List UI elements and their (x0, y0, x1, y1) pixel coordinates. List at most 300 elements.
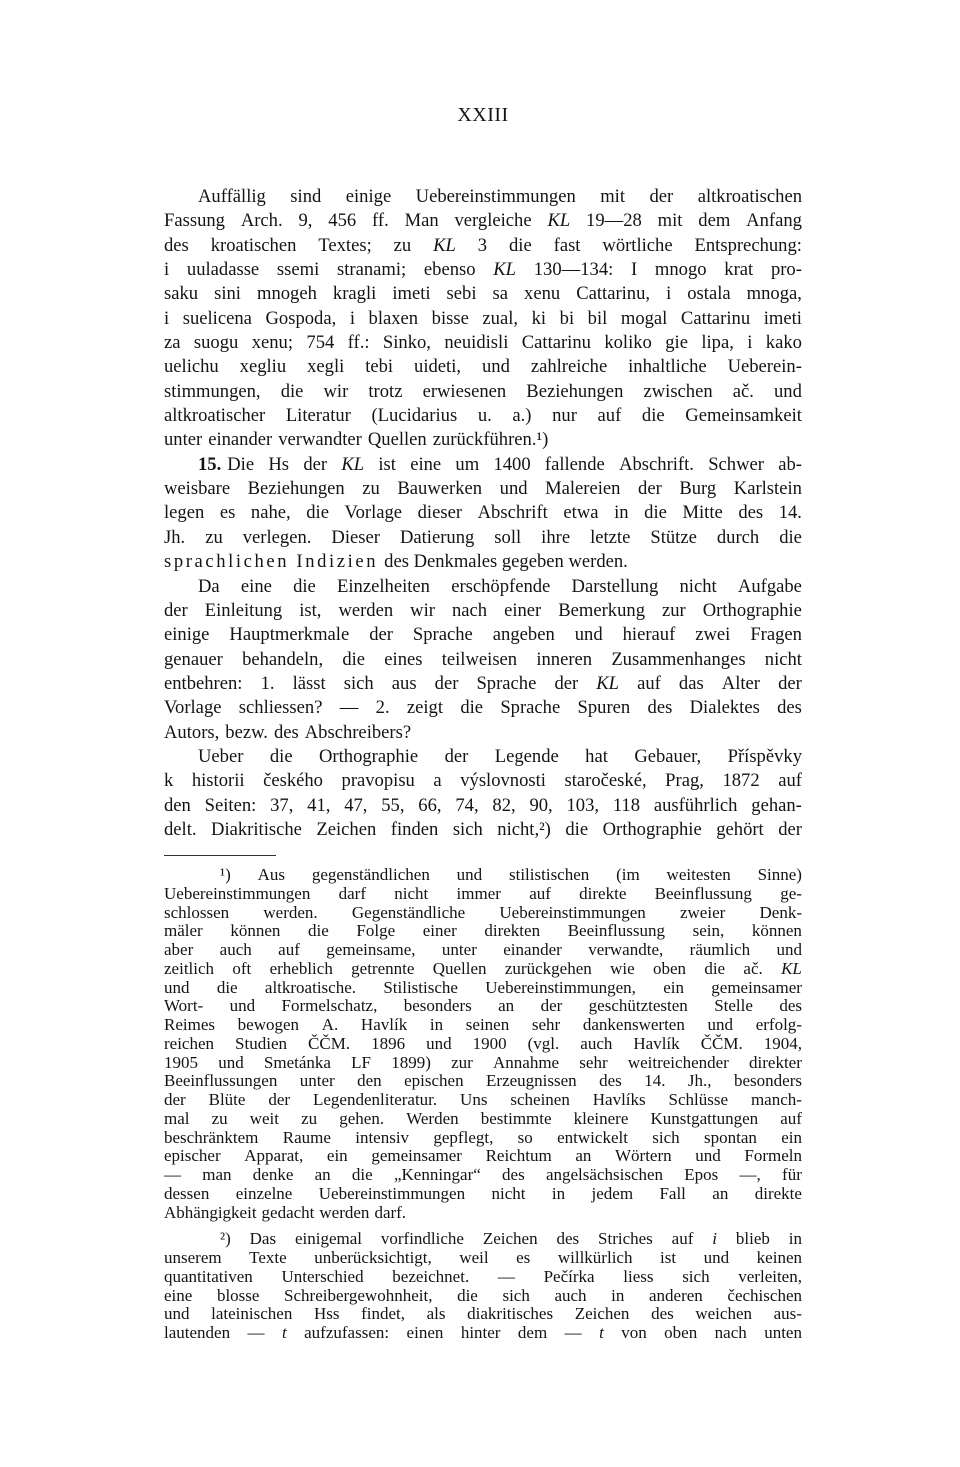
word: sini (214, 283, 241, 305)
word: ist (378, 453, 396, 475)
word: „Kenningar“ (393, 1165, 481, 1184)
word: sa (492, 283, 509, 305)
word: dieser (417, 502, 463, 524)
footnote-divider (164, 855, 276, 856)
word: in (429, 1015, 444, 1034)
word: 1899) (391, 1052, 431, 1072)
word: Uebereinstimmungen (499, 902, 646, 922)
word: Aufgabe (737, 575, 802, 597)
word: 47, (344, 794, 368, 816)
word: Seiten: (204, 794, 257, 816)
text-line (164, 307, 802, 331)
word: Autors, (164, 721, 220, 743)
word: inneren (536, 648, 593, 670)
word: und (776, 940, 802, 959)
footnotes (164, 866, 802, 1343)
word: zeitlich (164, 958, 215, 978)
word: Alter (721, 672, 761, 694)
word: zu (301, 1108, 318, 1128)
word: nach (714, 1323, 747, 1342)
word: ¹) (220, 865, 231, 884)
word: Da (198, 575, 220, 597)
word: und (456, 865, 483, 884)
word: Anfang (746, 210, 802, 232)
word: quantitativen (164, 1266, 253, 1286)
word: mogal (620, 307, 668, 329)
text-line (164, 234, 802, 258)
word: stranami; (336, 259, 407, 281)
word: altkroatischer (164, 405, 266, 427)
word: sich (502, 1285, 530, 1305)
word: die (509, 234, 532, 256)
word: aufzufassen: (304, 1323, 390, 1342)
word: fallende (544, 453, 605, 475)
word: Uebereinstimmungen (318, 1183, 466, 1203)
word: pro- (770, 259, 802, 281)
word: Denk- (759, 902, 802, 922)
word: um (455, 453, 480, 475)
word: uelichu (164, 356, 219, 378)
word: čechischen (727, 1285, 802, 1305)
word: Mitte (682, 502, 723, 524)
text-line (164, 769, 802, 793)
footnote-line (164, 1091, 802, 1110)
word: Studien (235, 1033, 287, 1053)
word: und (164, 977, 190, 997)
word: Formeln (744, 1146, 802, 1166)
word: es (219, 502, 236, 524)
footnote-line (164, 1249, 802, 1268)
word: Epos (684, 1165, 719, 1184)
word: imeti (392, 283, 431, 305)
word: epischen (404, 1071, 464, 1091)
word: des (164, 234, 189, 256)
word: Legende (494, 745, 559, 767)
text-line (164, 550, 802, 574)
word: t (599, 1323, 604, 1342)
word: Jh. (164, 526, 186, 548)
word: lässt (292, 672, 326, 694)
word: — (339, 697, 359, 719)
word: die (293, 575, 316, 597)
word: nach (451, 599, 488, 621)
word: Fall (659, 1183, 686, 1203)
word: Apparat, (244, 1146, 304, 1166)
text-line (164, 331, 802, 355)
word: gie (665, 332, 688, 354)
word: i (747, 332, 753, 354)
word: des (556, 1229, 580, 1249)
word: ostala (687, 283, 731, 305)
text-line (164, 672, 802, 696)
word: 82, (492, 794, 516, 816)
word: KL (493, 259, 517, 281)
footnote-line (164, 1268, 802, 1287)
word: wörtliche (602, 234, 673, 256)
word: zurückführen.¹) (432, 429, 549, 451)
word: KL (596, 672, 620, 694)
word: in (614, 502, 629, 524)
text-line (164, 818, 802, 842)
word: der (540, 996, 563, 1016)
footnote-line (164, 960, 802, 979)
word: ein (663, 977, 684, 997)
word: Gebauer, (634, 745, 702, 767)
word: zweier (679, 902, 726, 922)
text-line (164, 623, 802, 647)
word: za (164, 332, 181, 354)
word: Diakritische (211, 818, 302, 840)
text-line (164, 575, 802, 599)
word: 1905 (164, 1052, 198, 1072)
word: Sprache (412, 624, 473, 646)
text-line (164, 404, 802, 428)
word: bezeichnet. (392, 1266, 470, 1286)
word: krat (724, 259, 754, 281)
word: 14. (644, 1071, 666, 1091)
word: die (704, 958, 726, 978)
line-rest (227, 453, 802, 477)
word: der (369, 624, 393, 646)
word: verwandter (278, 429, 362, 451)
word: — (497, 1266, 515, 1286)
word: Formelschatz, (281, 996, 378, 1016)
word: ebenso (423, 259, 476, 281)
word: imeti (763, 307, 802, 329)
word: die (342, 648, 366, 670)
word: intensiv (355, 1127, 410, 1147)
word: eine (240, 575, 272, 597)
word: sich (452, 818, 483, 840)
footnote-line (164, 1054, 802, 1073)
word: saku (164, 283, 199, 305)
word: stimmungen, (164, 380, 261, 402)
word: Stilistische (383, 977, 458, 997)
word: des (647, 697, 673, 719)
word: sein, (692, 921, 725, 941)
word: keinen (756, 1248, 802, 1267)
word: českého (263, 770, 323, 792)
word: einige (345, 186, 392, 207)
footnote-line (164, 1016, 802, 1035)
word: Sinne) (757, 865, 802, 884)
word: ihre (541, 526, 571, 548)
word: direkte (579, 883, 627, 903)
word: dessen (164, 1183, 210, 1203)
word: i (164, 259, 170, 281)
word: die (779, 526, 802, 548)
word: Beeinflussung (567, 921, 665, 941)
word: Annahme (493, 1052, 560, 1072)
footnote-line (164, 885, 802, 904)
word: etwa (563, 502, 599, 524)
word: der (778, 818, 802, 840)
word: Texte (249, 1248, 287, 1267)
word: angeben (492, 624, 555, 646)
word: darf (338, 883, 366, 903)
word: 103, (566, 794, 600, 816)
word: der (434, 672, 459, 694)
text-line (164, 794, 802, 818)
word: zwei (695, 624, 731, 646)
word: 130—134: (533, 259, 614, 281)
word: ač. (743, 958, 763, 978)
word: Werden (406, 1108, 459, 1128)
word: mal (164, 1108, 190, 1128)
word: Zeichen (316, 818, 377, 840)
word: mnogeh (257, 283, 317, 305)
word: u. (477, 405, 492, 427)
word: des (779, 996, 802, 1016)
word: auf (778, 770, 802, 792)
word: Havlík (633, 1033, 680, 1053)
word: behandeln, (242, 648, 324, 670)
word: Orthographie (602, 818, 702, 840)
word: KL (433, 234, 456, 256)
word: ČČM. (308, 1033, 351, 1053)
word: für (782, 1165, 802, 1184)
word: xegli (307, 356, 345, 378)
word: reichen (164, 1033, 215, 1053)
word: výslovnosti (460, 770, 546, 792)
word: Prag, (665, 770, 704, 792)
word: zwischen (643, 380, 713, 402)
word: zurückgehen (504, 958, 592, 978)
footnote-line (164, 1204, 802, 1223)
word: 1896 (371, 1033, 406, 1053)
word: bil (587, 307, 608, 329)
word: Příspěvky (727, 745, 802, 767)
word: die (280, 380, 304, 402)
footnote-line (164, 1287, 802, 1306)
text-line (164, 380, 802, 404)
word: direkter (749, 1052, 802, 1072)
word: und (707, 1015, 734, 1034)
word: Ueber (198, 745, 244, 767)
word: nicht,²) (497, 818, 551, 840)
word: Schlüsse (668, 1090, 729, 1109)
footnote-line (164, 1147, 802, 1166)
word: Smetánka (263, 1052, 331, 1072)
word: —, (739, 1165, 761, 1184)
word: nicht (491, 1183, 526, 1203)
word: LF (351, 1052, 371, 1072)
word: Sprache (500, 697, 561, 719)
word: auf (780, 1108, 802, 1128)
word: Bemerkung (558, 599, 645, 621)
word: die (641, 405, 665, 427)
word: t (281, 1323, 287, 1342)
word: besonders (733, 1071, 802, 1091)
word: gepflegt, (433, 1127, 494, 1147)
footnote-line (164, 922, 802, 941)
text-line (164, 258, 802, 282)
word: jedem (591, 1183, 634, 1203)
word: dem (698, 210, 731, 232)
word: sich (682, 1266, 710, 1286)
word: auf (278, 940, 300, 959)
word: Die (227, 453, 255, 475)
word: Cattarinu (521, 332, 591, 354)
word: i (164, 307, 170, 329)
word: schliessen? (238, 697, 323, 719)
text-line (164, 696, 802, 720)
word: in (611, 1285, 625, 1305)
word: in (551, 1183, 566, 1203)
word: Ueberein- (727, 356, 802, 378)
word: Auffällig (198, 186, 266, 207)
word: a.) (512, 405, 532, 427)
word: Dialektes (689, 697, 760, 719)
word: Arch. (240, 210, 283, 232)
word: manch- (750, 1090, 802, 1109)
footnote-line (164, 1305, 802, 1324)
word: 2. (375, 697, 390, 719)
word: angelsächsischen (545, 1165, 664, 1184)
word: 55, (381, 794, 405, 816)
word: sehr (531, 1015, 561, 1034)
word: und (695, 1146, 721, 1166)
paragraph (164, 575, 802, 745)
word: 1400 (493, 453, 531, 475)
word: mäler (164, 921, 203, 941)
word: 14. (778, 502, 802, 524)
word: und (229, 996, 256, 1016)
word: des (599, 1071, 622, 1091)
word: werden (319, 1202, 370, 1222)
word: inhaltliche (628, 356, 707, 378)
word: Stelle (714, 996, 753, 1016)
word: die (306, 502, 329, 524)
word: Uns (460, 1090, 488, 1109)
word: und (574, 624, 603, 646)
word: Einleitung (204, 599, 283, 621)
word: Schwer (708, 453, 764, 475)
word: und (774, 380, 802, 402)
word: den (357, 1071, 382, 1091)
word: Dieser (331, 526, 380, 548)
footnote-line (164, 904, 802, 923)
word: nicht (764, 648, 802, 670)
word: sebi (446, 283, 477, 305)
word: als (426, 1304, 446, 1324)
word: zu (393, 234, 412, 256)
word: — (164, 1165, 181, 1184)
word: hierauf (622, 624, 676, 646)
word: wie (610, 958, 635, 978)
spaced-emphasis: sprachlichen Indizien (164, 551, 379, 573)
word: zur (662, 599, 686, 621)
text-line (164, 501, 802, 525)
footnote-line (164, 1324, 802, 1343)
word: der (164, 599, 188, 621)
word: erwiesenen (422, 380, 507, 402)
word: sich (652, 1127, 680, 1147)
word: eine (410, 453, 442, 475)
word: gegenständlichen (311, 865, 430, 884)
footnote-line (164, 1035, 802, 1054)
word: Hss (313, 1304, 340, 1324)
word: altkroatischen (697, 186, 802, 207)
word: oft (232, 958, 252, 978)
word: suogu (193, 332, 239, 354)
word: Wort- (164, 996, 204, 1016)
word: der (303, 453, 328, 475)
word: aus- (773, 1304, 802, 1324)
word: ausführlich (653, 794, 738, 816)
word: Darstellung (571, 575, 659, 597)
word: 1900 (472, 1033, 507, 1053)
word: Malereien (545, 478, 621, 500)
word: werden. (263, 902, 318, 922)
word: genauer (164, 648, 223, 670)
word: der (554, 672, 579, 694)
word: können (230, 921, 281, 941)
word: Das (249, 1229, 277, 1249)
word: auch (580, 1033, 613, 1053)
word: durch (716, 526, 760, 548)
word: Aus (257, 865, 285, 884)
word: Hs (268, 453, 290, 475)
word: direkten (484, 921, 541, 941)
word: — (564, 1323, 582, 1342)
word: weitesten (666, 865, 731, 884)
word: die (351, 1165, 373, 1184)
word: Uebereinstimmungen (164, 883, 311, 903)
word: ff. (372, 210, 389, 232)
word: 90, (529, 794, 553, 816)
word: die (460, 697, 484, 719)
word: lateinischen (211, 1304, 293, 1324)
word: erheblich (269, 958, 333, 978)
word: Abschrift (477, 502, 548, 524)
word: nicht (394, 883, 429, 903)
footnote-line (164, 941, 802, 960)
word: Reichtum (485, 1146, 552, 1166)
word: liess (623, 1266, 654, 1286)
word: oben (664, 1323, 698, 1342)
word: mit (600, 186, 626, 207)
word: (im (616, 865, 640, 884)
word: zur (451, 1052, 473, 1072)
word: ist (660, 1248, 677, 1267)
word: unter (164, 429, 203, 451)
word: Gospoda, (265, 307, 337, 329)
word: an (498, 996, 515, 1016)
main-text (164, 185, 802, 842)
word: einzelne (235, 1183, 293, 1203)
word: Jh., (687, 1071, 712, 1091)
word: schlossen (164, 902, 230, 922)
word: Gemeinsamkeit (685, 405, 802, 427)
word: Havlíks (592, 1090, 646, 1109)
word: blaxen (368, 307, 419, 329)
word: bezw. (225, 721, 268, 743)
word: gemeinsamer (711, 977, 802, 997)
word: lipa, (701, 332, 734, 354)
word: findet, (361, 1304, 405, 1324)
word: der (164, 1090, 186, 1109)
footnote-line (164, 979, 802, 998)
word: der (649, 186, 674, 207)
word: eines (384, 648, 423, 670)
text-line (164, 209, 802, 233)
word: und (703, 1248, 730, 1267)
word: Zusammenhanges (611, 648, 746, 670)
word: Beeinflussungen (164, 1071, 278, 1091)
word: denke (252, 1165, 294, 1184)
word: bewogen (237, 1015, 300, 1034)
